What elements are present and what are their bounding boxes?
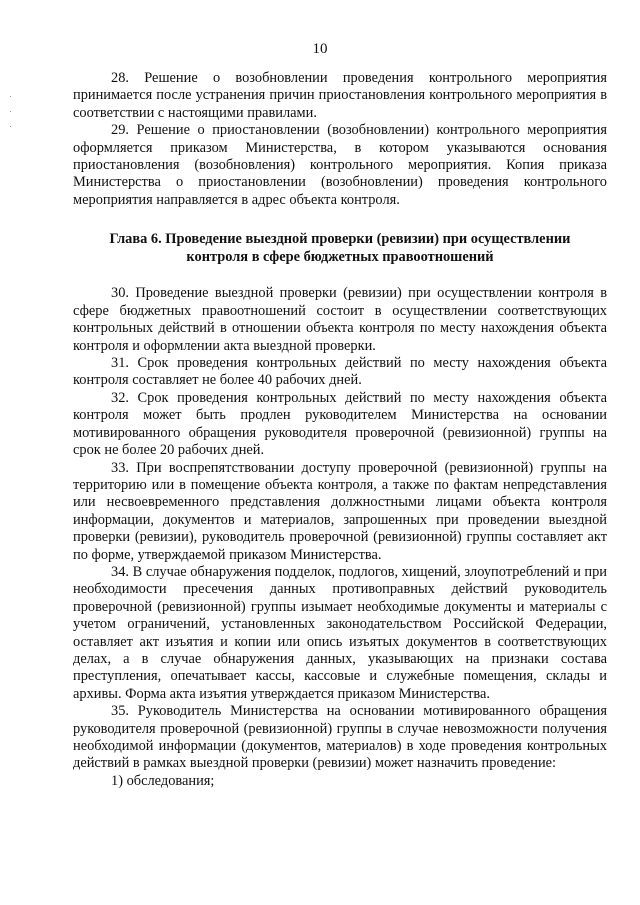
paragraph-35: 35. Руководитель Министерства на основании мотивированного обращения руководителя проверочной (ревизионной) группы в случае невозможности получения необходимой информации (документов, материалов) в ходе проведения контрольных действий в рамках выездной проверки (ревизии) может назначить проведение:	[73, 703, 607, 772]
margin-dot	[10, 96, 11, 97]
paragraph-32: 32. Срок проведения контрольных действий по месту нахождения объекта контроля может быть продлен руководителем Министерства на основании мотивированного обращения руководителя проверочной (ревизионной) группы на срок не более 20 рабочих дней.	[73, 389, 607, 459]
list-item-1: 1) обследования;	[111, 772, 215, 789]
document-body	[73, 70, 607, 790]
margin-dot	[10, 126, 11, 127]
chapter-heading: Глава 6. Проведение выездной проверки (ревизии) при осуществлении контроля в сфере бюджетных правоотношений	[109, 231, 571, 265]
paragraph-33: 33. При воспрепятствовании доступу проверочной (ревизионной) группы на территорию или в помещение объекта контроля, а также по фактам непредставления или несвоевременного представления должностными лицами объекта контроля информации, документов и материалов, запрошенных при проведении выездной проверки (ревизии), руководитель проверочной (ревизионной) группы составляет акт по форме, утверждаемой приказом Министерства.	[73, 459, 607, 563]
paragraph-34: 34. В случае обнаружения подделок, подлогов, хищений, злоупотреблений и при необходимости пресечения данных противоправных действий руководитель проверочной (ревизионной) группы изымает необходимые документы и материалы с учетом ограничений, установленных законодательством Российской Федерации, оставляет акт изъятия и копии или опись изъятых документов в соответствующих делах, а в случае обнаружения данных, указывающих на признаки состава преступления, опечатывает кассы, кассовые и служебные помещения, склады и архивы. Форма акта изъятия утверждается приказом Министерства.	[73, 563, 607, 702]
paragraph-30: 30. Проведение выездной проверки (ревизии) при осуществлении контроля в сфере бюджетных правоотношений состоит в осуществлении соответствующих контрольных действий в отношении объекта контроля по месту нахождения объекта контроля и оформлении акта выездной проверки.	[73, 285, 607, 354]
paragraph-28: 28. Решение о возобновлении проведения контрольного мероприятия принимается после устранения причин приостановления контрольного мероприятия в соответствии с настоящими правилами.	[73, 70, 607, 121]
page-number: 10	[312, 41, 328, 57]
margin-marks	[10, 96, 12, 136]
paragraph-31: 31. Срок проведения контрольных действий по месту нахождения объекта контроля составляет не более 40 рабочих дней.	[73, 355, 607, 389]
paragraph-29: 29. Решение о приостановлении (возобновлении) контрольного мероприятия оформляется приказом Министерства, в котором указываются основания приостановления (возобновления) контрольного мероприятия. Копия приказа Министерства о приостановлении (возобновлении) проведения контрольного мероприятия направляется в адрес объекта контроля.	[73, 122, 607, 208]
margin-dot	[10, 111, 11, 112]
